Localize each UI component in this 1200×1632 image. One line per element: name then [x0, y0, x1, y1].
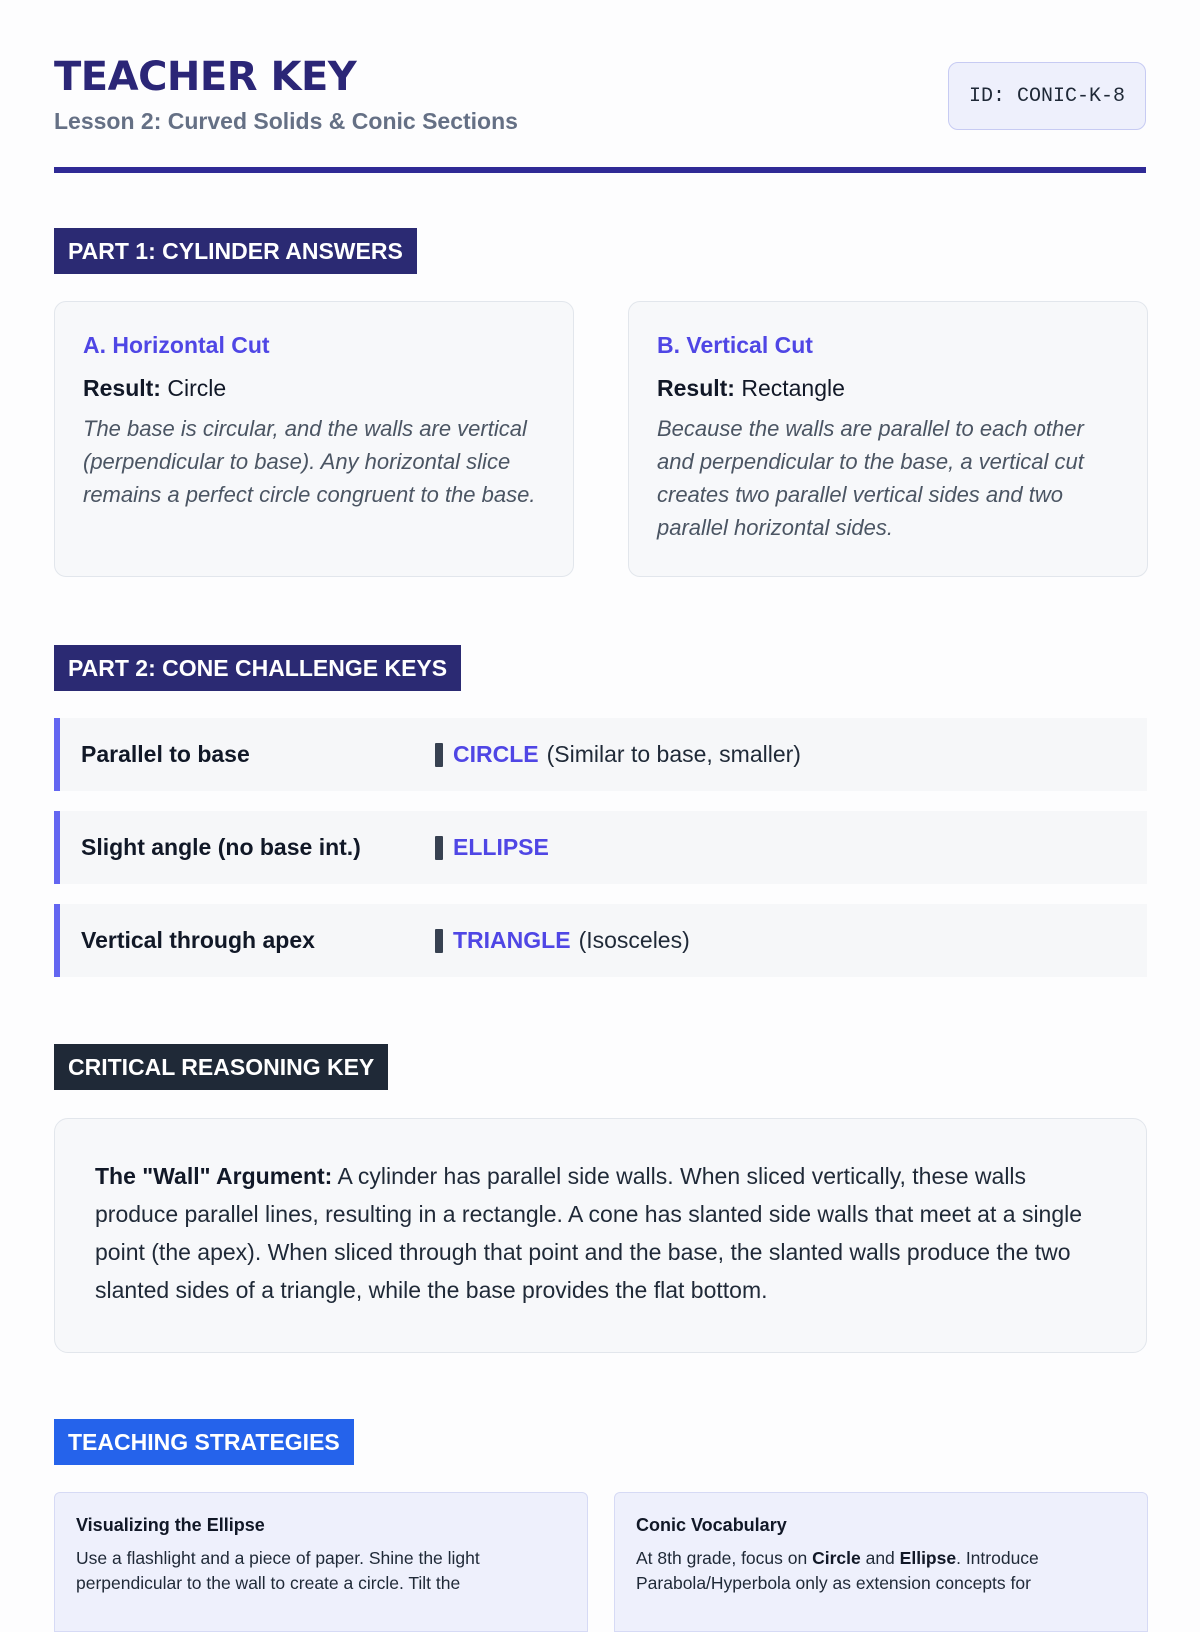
cone-row-slight-angle — [54, 811, 1147, 884]
result-label: Result: — [657, 375, 735, 401]
explanation-text: The base is circular, and the walls are vertical (perpendicular to base). Any horizontal slice remains a perfect circle congruent to the base. — [83, 416, 536, 507]
vertical-cut-card — [628, 301, 1148, 577]
explanation-text: Because the walls are parallel to each other and perpendicular to the base, a vertical cut creates two parallel vertical sides and two parallel horizontal sides. — [657, 416, 1084, 540]
shape-name: CIRCLE — [453, 741, 539, 767]
reasoning-text: A cylinder has parallel side walls. When sliced vertically, these walls produce parallel lines, resulting in a rectangle. A cone has slanted side walls that meet at a single point (the apex). When sliced through that point and the base, the slanted walls produce the two slanted sides of a triangle, while the base provides the flat bottom. — [95, 1163, 1083, 1303]
strategy-text-part: At 8th grade, focus on — [636, 1548, 813, 1568]
horizontal-cut-card — [54, 301, 574, 577]
shape-name: ELLIPSE — [453, 834, 549, 860]
part1-heading: PART 1: CYLINDER ANSWERS — [54, 228, 417, 274]
reasoning-lead: The "Wall" Argument: — [95, 1163, 333, 1189]
arrow-icon — [435, 929, 443, 953]
strategy-term: Ellipse — [899, 1548, 957, 1568]
cut-description: Parallel to base — [81, 741, 250, 767]
page-subtitle: Lesson 2: Curved Solids & Conic Sections — [54, 108, 518, 134]
reasoning-box — [54, 1118, 1147, 1353]
arrow-icon — [435, 836, 443, 860]
strategies-heading: TEACHING STRATEGIES — [54, 1419, 354, 1465]
shape-name: TRIANGLE — [453, 927, 571, 953]
result-value: Circle — [167, 375, 227, 401]
strategy-title: Conic Vocabulary — [636, 1515, 787, 1535]
strategy-card-ellipse — [54, 1492, 588, 1632]
strategy-title: Visualizing the Ellipse — [76, 1515, 265, 1535]
cone-row-vertical-apex — [54, 904, 1147, 977]
strategy-card-vocabulary — [614, 1492, 1148, 1632]
arrow-icon — [435, 743, 443, 767]
result-line — [83, 375, 545, 402]
reasoning-heading: CRITICAL REASONING KEY — [54, 1044, 388, 1090]
result-line — [657, 375, 1119, 402]
result-value: Rectangle — [741, 375, 845, 401]
cut-description: Vertical through apex — [81, 927, 315, 953]
page-title: TEACHER KEY — [54, 54, 357, 100]
strategy-term: Circle — [812, 1548, 861, 1568]
cone-row-parallel — [54, 718, 1147, 791]
part2-heading: PART 2: CONE CHALLENGE KEYS — [54, 645, 461, 691]
shape-note: (Similar to base, smaller) — [546, 741, 801, 767]
strategy-text — [636, 1546, 1126, 1596]
strategy-text: Use a flashlight and a piece of paper. Shine the light perpendicular to the wall to create a circle. Tilt the — [76, 1548, 480, 1593]
cut-answer — [435, 834, 557, 861]
strategy-text-part: . Introduce Parabola/Hyperbola only as extension concepts for — [636, 1548, 1039, 1593]
result-label: Result: — [83, 375, 161, 401]
cut-answer — [435, 741, 801, 768]
card-title: B. Vertical Cut — [657, 332, 813, 358]
shape-note: (Isosceles) — [578, 927, 690, 953]
card-title: A. Horizontal Cut — [83, 332, 270, 358]
cut-description: Slight angle (no base int.) — [81, 834, 361, 860]
header-divider — [54, 167, 1146, 173]
cut-answer — [435, 927, 690, 954]
document-id-badge: ID: CONIC-K-8 — [948, 62, 1146, 130]
strategy-text-part: and — [860, 1548, 900, 1568]
header — [54, 0, 1146, 174]
